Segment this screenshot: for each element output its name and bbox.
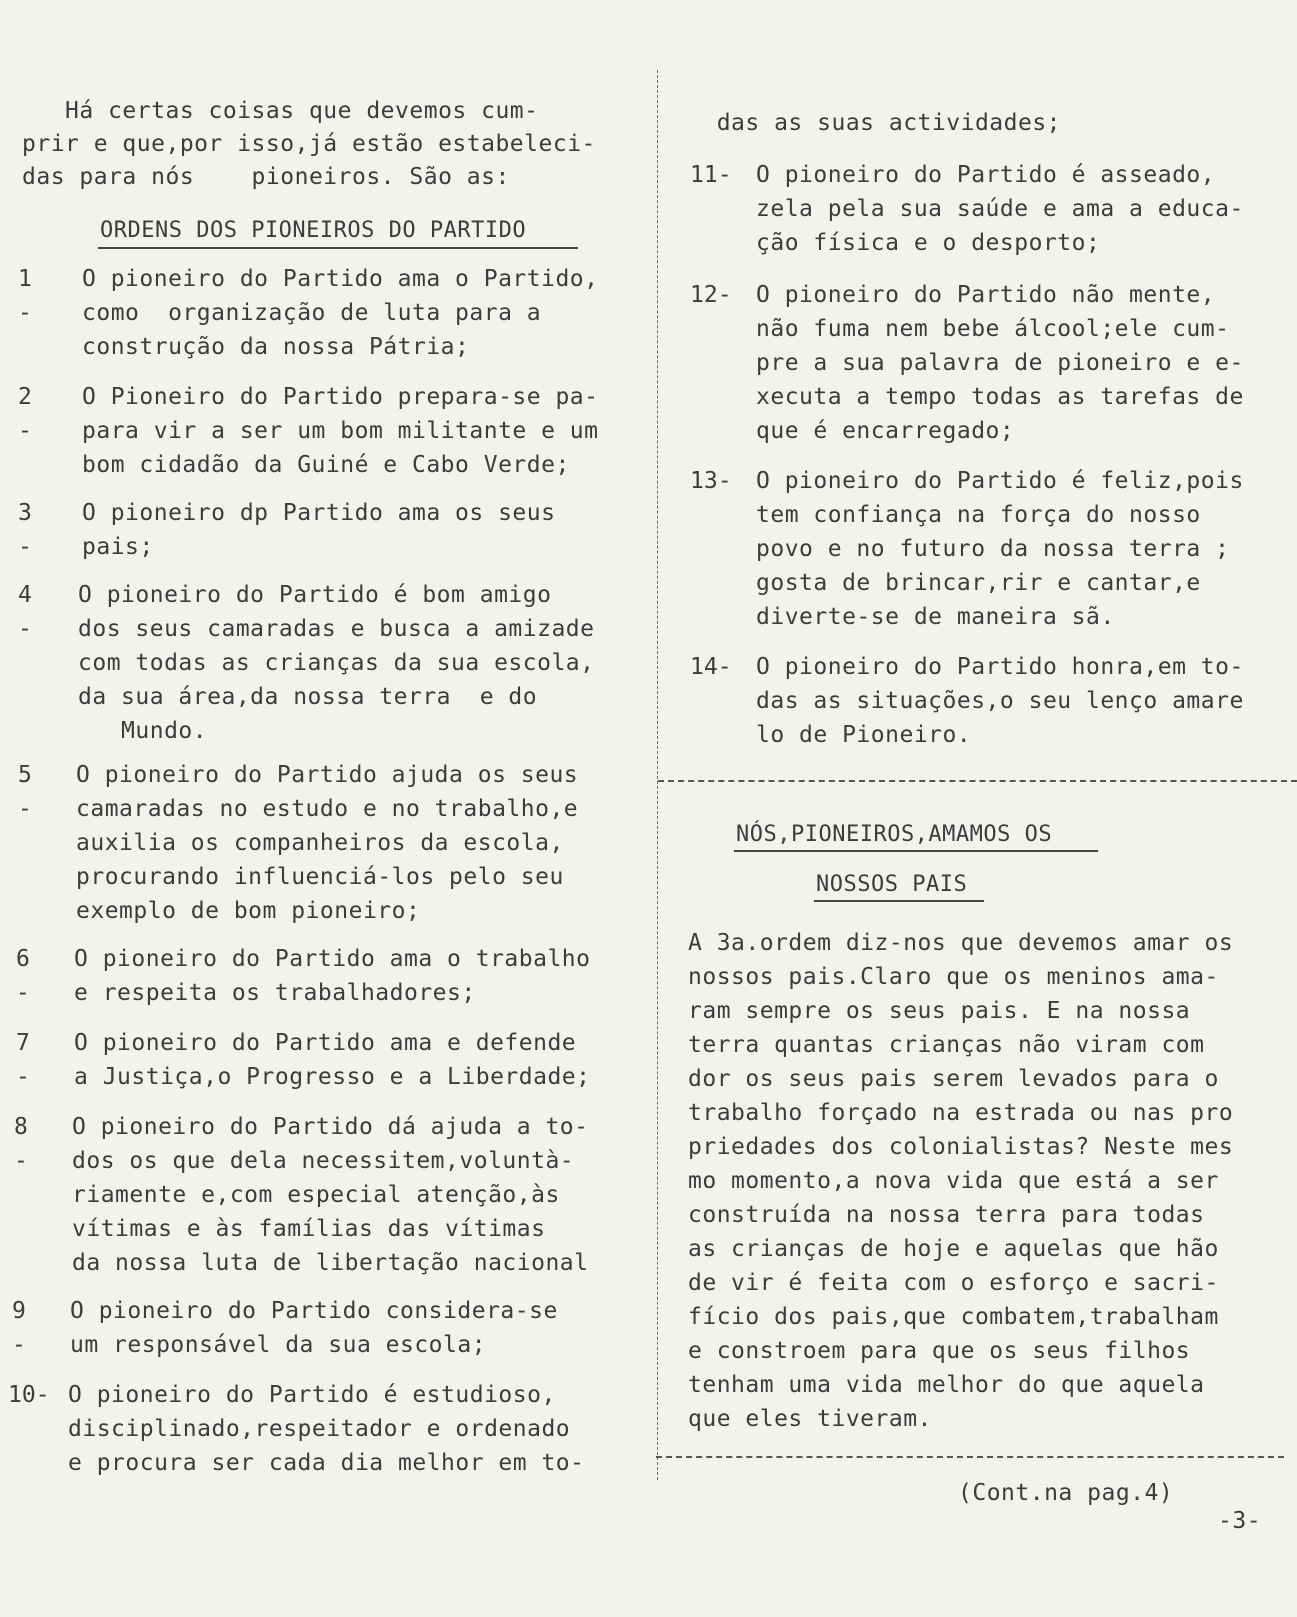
article-line: mo momento,a nova vida que está a ser — [688, 1168, 1219, 1194]
article-line: A 3a.ordem diz-nos que devemos amar os — [688, 930, 1234, 956]
column-divider — [657, 70, 658, 1480]
article-line: as crianças de hoje e aquelas que hão — [688, 1236, 1219, 1262]
article-body — [688, 926, 1288, 1436]
order-line: da sua área,da nossa terra e do — [78, 684, 538, 710]
order-line: lo de Pioneiro. — [756, 722, 972, 748]
article-line: que eles tiveram. — [688, 1406, 932, 1432]
order-line: que é encarregado; — [756, 418, 1015, 444]
order-number: 13- — [690, 468, 732, 494]
order-line: das as situações,o seu lenço amare — [756, 688, 1244, 714]
article-line: trabalho forçado na estrada ou nas pro — [688, 1100, 1234, 1126]
title-underline — [734, 850, 1098, 852]
article-line: terra quantas crianças não viram com — [688, 1032, 1205, 1058]
order-number: 8 - — [14, 1114, 28, 1174]
order-line: disciplinado,respeitador e ordenado — [68, 1416, 571, 1442]
article-line: nossos pais.Claro que os meninos ama- — [688, 964, 1219, 990]
order-line: diverte-se de maneira sã. — [756, 604, 1115, 630]
order-number: 11- — [690, 162, 732, 188]
order-line: O pioneiro do Partido é asseado, — [756, 162, 1216, 188]
article-line: e constroem para que os seus filhos — [688, 1338, 1191, 1364]
order-number: 12- — [690, 282, 732, 308]
order-line: O pioneiro do Partido não mente, — [756, 282, 1216, 308]
order-line: dos seus camaradas e busca a amizade — [78, 616, 595, 642]
article-title-line: NOSSOS PAIS — [816, 872, 968, 897]
order-line: bom cidadão da Guiné e Cabo Verde; — [82, 452, 570, 478]
order-line: O pioneiro do Partido dá ajuda a to- — [72, 1114, 589, 1140]
order-line: exemplo de bom pioneiro; — [76, 898, 421, 924]
order-line: da nossa luta de libertação nacional — [72, 1250, 589, 1276]
article-line: de vir é feita com o esforço e sacri- — [688, 1270, 1219, 1296]
order-line: O pioneiro do Partido ama e defende — [74, 1030, 577, 1056]
order-line: zela pela sua saúde e ama a educa- — [756, 196, 1244, 222]
order-line: a Justiça,o Progresso e a Liberdade; — [74, 1064, 591, 1090]
bottom-separator — [656, 1456, 1284, 1458]
order-line: não fuma nem bebe álcool;ele cum- — [756, 316, 1230, 342]
order-line: auxilia os companheiros da escola, — [76, 830, 564, 856]
article-line: priedades dos colonialistas? Neste mes — [688, 1134, 1234, 1160]
order-line: como organização de luta para a — [82, 300, 542, 326]
order-number: 2 - — [18, 384, 32, 444]
order-line: tem confiança na força do nosso — [756, 502, 1201, 528]
order-number: 9 - — [12, 1298, 26, 1358]
order-line: camaradas no estudo e no trabalho,e — [76, 796, 579, 822]
article-line: construída na nossa terra para todas — [688, 1202, 1205, 1228]
order-line: das as suas actividades; — [688, 110, 1062, 136]
order-line: O pioneiro do Partido é bom amigo — [78, 582, 552, 608]
order-number: 5 - — [18, 762, 32, 822]
order-line: com todas as crianças da sua escola, — [78, 650, 595, 676]
order-line: O Pioneiro do Partido prepara-se pa- — [82, 384, 599, 410]
orders-heading: ORDENS DOS PIONEIROS DO PARTIDO — [100, 218, 527, 243]
order-number: 14- — [690, 654, 732, 680]
order-line: e procura ser cada dia melhor em to- — [68, 1450, 585, 1476]
order-line: riamente e,com especial atenção,às — [72, 1182, 560, 1208]
order-line: xecuta a tempo todas as tarefas de — [756, 384, 1244, 410]
order-line: gosta de brincar,rir e cantar,e — [756, 570, 1201, 596]
order-number: 4 - — [18, 582, 32, 642]
order-line: O pioneiro do Partido considera-se — [70, 1298, 558, 1324]
order-number: 3 - — [18, 500, 32, 560]
heading-underline — [98, 247, 578, 249]
order-line: O pioneiro dp Partido ama os seus — [82, 500, 556, 526]
order-line: Mundo. — [78, 718, 208, 744]
article-line: ram sempre os seus pais. E na nossa — [688, 998, 1191, 1024]
order-line: O pioneiro do Partido ama o trabalho — [74, 946, 591, 972]
title-underline — [814, 900, 984, 902]
order-line: procurando influenciá-los pelo seu — [76, 864, 564, 890]
intro-line: das para nós pioneiros. São as: — [22, 164, 510, 190]
article-line: tenham uma vida melhor do que aquela — [688, 1372, 1205, 1398]
order-line: O pioneiro do Partido é feliz,pois — [756, 468, 1244, 494]
order-line: e respeita os trabalhadores; — [74, 980, 476, 1006]
section-separator — [658, 780, 1297, 782]
order-line: dos os que dela necessitem,voluntà- — [72, 1148, 575, 1174]
order-number: 10- — [8, 1382, 50, 1408]
article-title-line: NÓS,PIONEIROS,AMAMOS OS — [736, 822, 1053, 847]
intro-line: prir e que,por isso,já estão estabeleci- — [22, 131, 596, 157]
order-line: ção física e o desporto; — [756, 230, 1101, 256]
order-number: 6 - — [16, 946, 30, 1006]
order-line: povo e no futuro da nossa terra ; — [756, 536, 1230, 562]
article-line: dor os seus pais serem levados para o — [688, 1066, 1219, 1092]
order-line: pais; — [82, 534, 154, 560]
order-line: O pioneiro do Partido ajuda os seus — [76, 762, 579, 788]
continuation-note: (Cont.na pag.4) — [958, 1480, 1174, 1506]
order-line: O pioneiro do Partido é estudioso, — [68, 1382, 556, 1408]
order-line: construção da nossa Pátria; — [82, 334, 470, 360]
order-line: pre a sua palavra de pioneiro e e- — [756, 350, 1244, 376]
order-line: vítimas e às famílias das vítimas — [72, 1216, 546, 1242]
intro-line: Há certas coisas que devemos cum- — [22, 98, 539, 124]
order-number: 1 - — [18, 266, 32, 326]
order-line: O pioneiro do Partido ama o Partido, — [82, 266, 599, 292]
order-line: para vir a ser um bom militante e um — [82, 418, 599, 444]
order-number: 7 - — [16, 1030, 30, 1090]
order-line: O pioneiro do Partido honra,em to- — [756, 654, 1244, 680]
article-line: fício dos pais,que combatem,trabalham — [688, 1304, 1219, 1330]
order-line: um responsável da sua escola; — [70, 1332, 487, 1358]
page-number: -3- — [1218, 1508, 1262, 1534]
